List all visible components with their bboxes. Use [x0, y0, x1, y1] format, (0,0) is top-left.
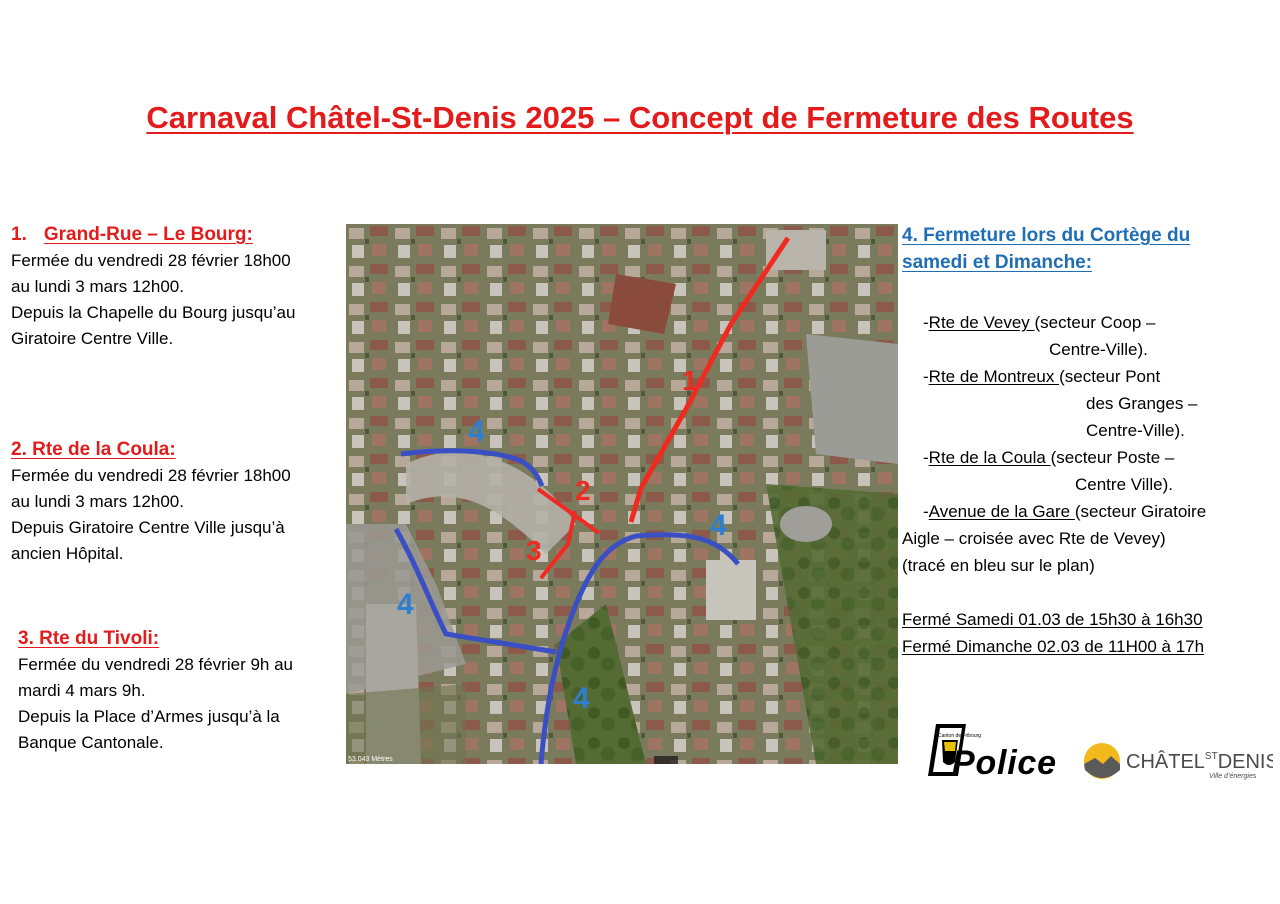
- road-item-coula: -Rte de la Coula (secteur Poste –: [923, 448, 1175, 467]
- road-item-detail: Aigle – croisée avec Rte de Vevey): [902, 529, 1166, 548]
- section-line: mardi 4 mars 9h.: [18, 681, 146, 700]
- section-line: Fermée du vendredi 28 février 9h au: [18, 655, 293, 674]
- map-label-2: 2: [575, 475, 591, 506]
- section-cortege: [902, 222, 1190, 276]
- section-grand-rue-heading: 1. Grand-Rue – Le Bourg:: [11, 224, 253, 245]
- svg-text:Canton de Fribourg: Canton de Fribourg: [938, 733, 982, 739]
- schedule-saturday: Fermé Samedi 01.03 de 15h30 à 16h30: [902, 610, 1203, 629]
- page-title: Carnaval Châtel-St-Denis 2025 – Concept de Fermeture des Routes: [146, 100, 1134, 135]
- section-line: Banque Cantonale.: [18, 733, 164, 752]
- section-line: Fermée du vendredi 28 février 18h00: [11, 466, 291, 485]
- map-label-4: 4: [573, 682, 590, 715]
- section-line: Depuis la Place d’Armes jusqu’à la: [18, 707, 280, 726]
- section-rte-tivoli-heading: 3. Rte du Tivoli:: [18, 628, 160, 649]
- section-line: Fermée du vendredi 28 février 18h00: [11, 251, 291, 270]
- section-line: au lundi 3 mars 12h00.: [11, 492, 184, 511]
- section-cortege-heading: 4. Fermeture lors du Cortège du samedi et Dimanche:: [902, 225, 1191, 273]
- section-line: Giratoire Centre Ville.: [11, 329, 174, 348]
- aerial-map: [346, 224, 898, 764]
- section-line: ancien Hôpital.: [11, 544, 124, 563]
- svg-text:CHÂTELSTDENIS: $CHÂTEL^{ST}DENIS$: [1126, 751, 1273, 773]
- svg-text:Ville d’énergies: Ville d’énergies: [1209, 773, 1257, 780]
- map-label-4: 4: [710, 509, 727, 542]
- police-logo: [922, 718, 1062, 782]
- section-line: Depuis la Chapelle du Bourg jusqu’au: [11, 303, 296, 322]
- aerial-map-drawing: [346, 224, 898, 764]
- road-item-gare: -Avenue de la Gare (secteur Giratoire: [923, 502, 1207, 521]
- road-item-detail: des Granges –: [1086, 394, 1198, 413]
- section-grand-rue: [11, 222, 295, 352]
- svg-text:Police: Police: [952, 744, 1056, 782]
- map-label-1: 1: [682, 365, 698, 396]
- map-label-4: 4: [468, 415, 485, 448]
- road-item-vevey: -Rte de Vevey (secteur Coop –: [923, 313, 1156, 332]
- map-label-3: 3: [526, 535, 542, 566]
- road-item-detail: (tracé en bleu sur le plan): [902, 556, 1095, 575]
- road-item-detail: Centre-Ville).: [1086, 421, 1185, 440]
- road-item-montreux: -Rte de Montreux (secteur Pont: [923, 367, 1161, 386]
- road-list: [902, 309, 1272, 579]
- section-rte-coula: [11, 437, 291, 567]
- map-label-4: 4: [397, 588, 414, 621]
- schedule: [902, 606, 1204, 660]
- road-item-detail: Centre-Ville).: [1049, 340, 1148, 359]
- commune-logo-drawing: [1083, 740, 1273, 784]
- section-line: au lundi 3 mars 12h00.: [11, 277, 184, 296]
- police-logo-drawing: [922, 718, 1062, 782]
- commune-logo: [1083, 740, 1273, 784]
- section-rte-tivoli: [18, 626, 293, 756]
- section-line: Depuis Giratoire Centre Ville jusqu’à: [11, 518, 285, 537]
- road-item-detail: Centre Ville).: [1075, 475, 1173, 494]
- schedule-sunday: Fermé Dimanche 02.03 de 11H00 à 17h: [902, 637, 1205, 656]
- map-scale-text: 53.043 Mètres: [348, 756, 393, 763]
- section-rte-coula-heading: 2. Rte de la Coula:: [11, 439, 176, 460]
